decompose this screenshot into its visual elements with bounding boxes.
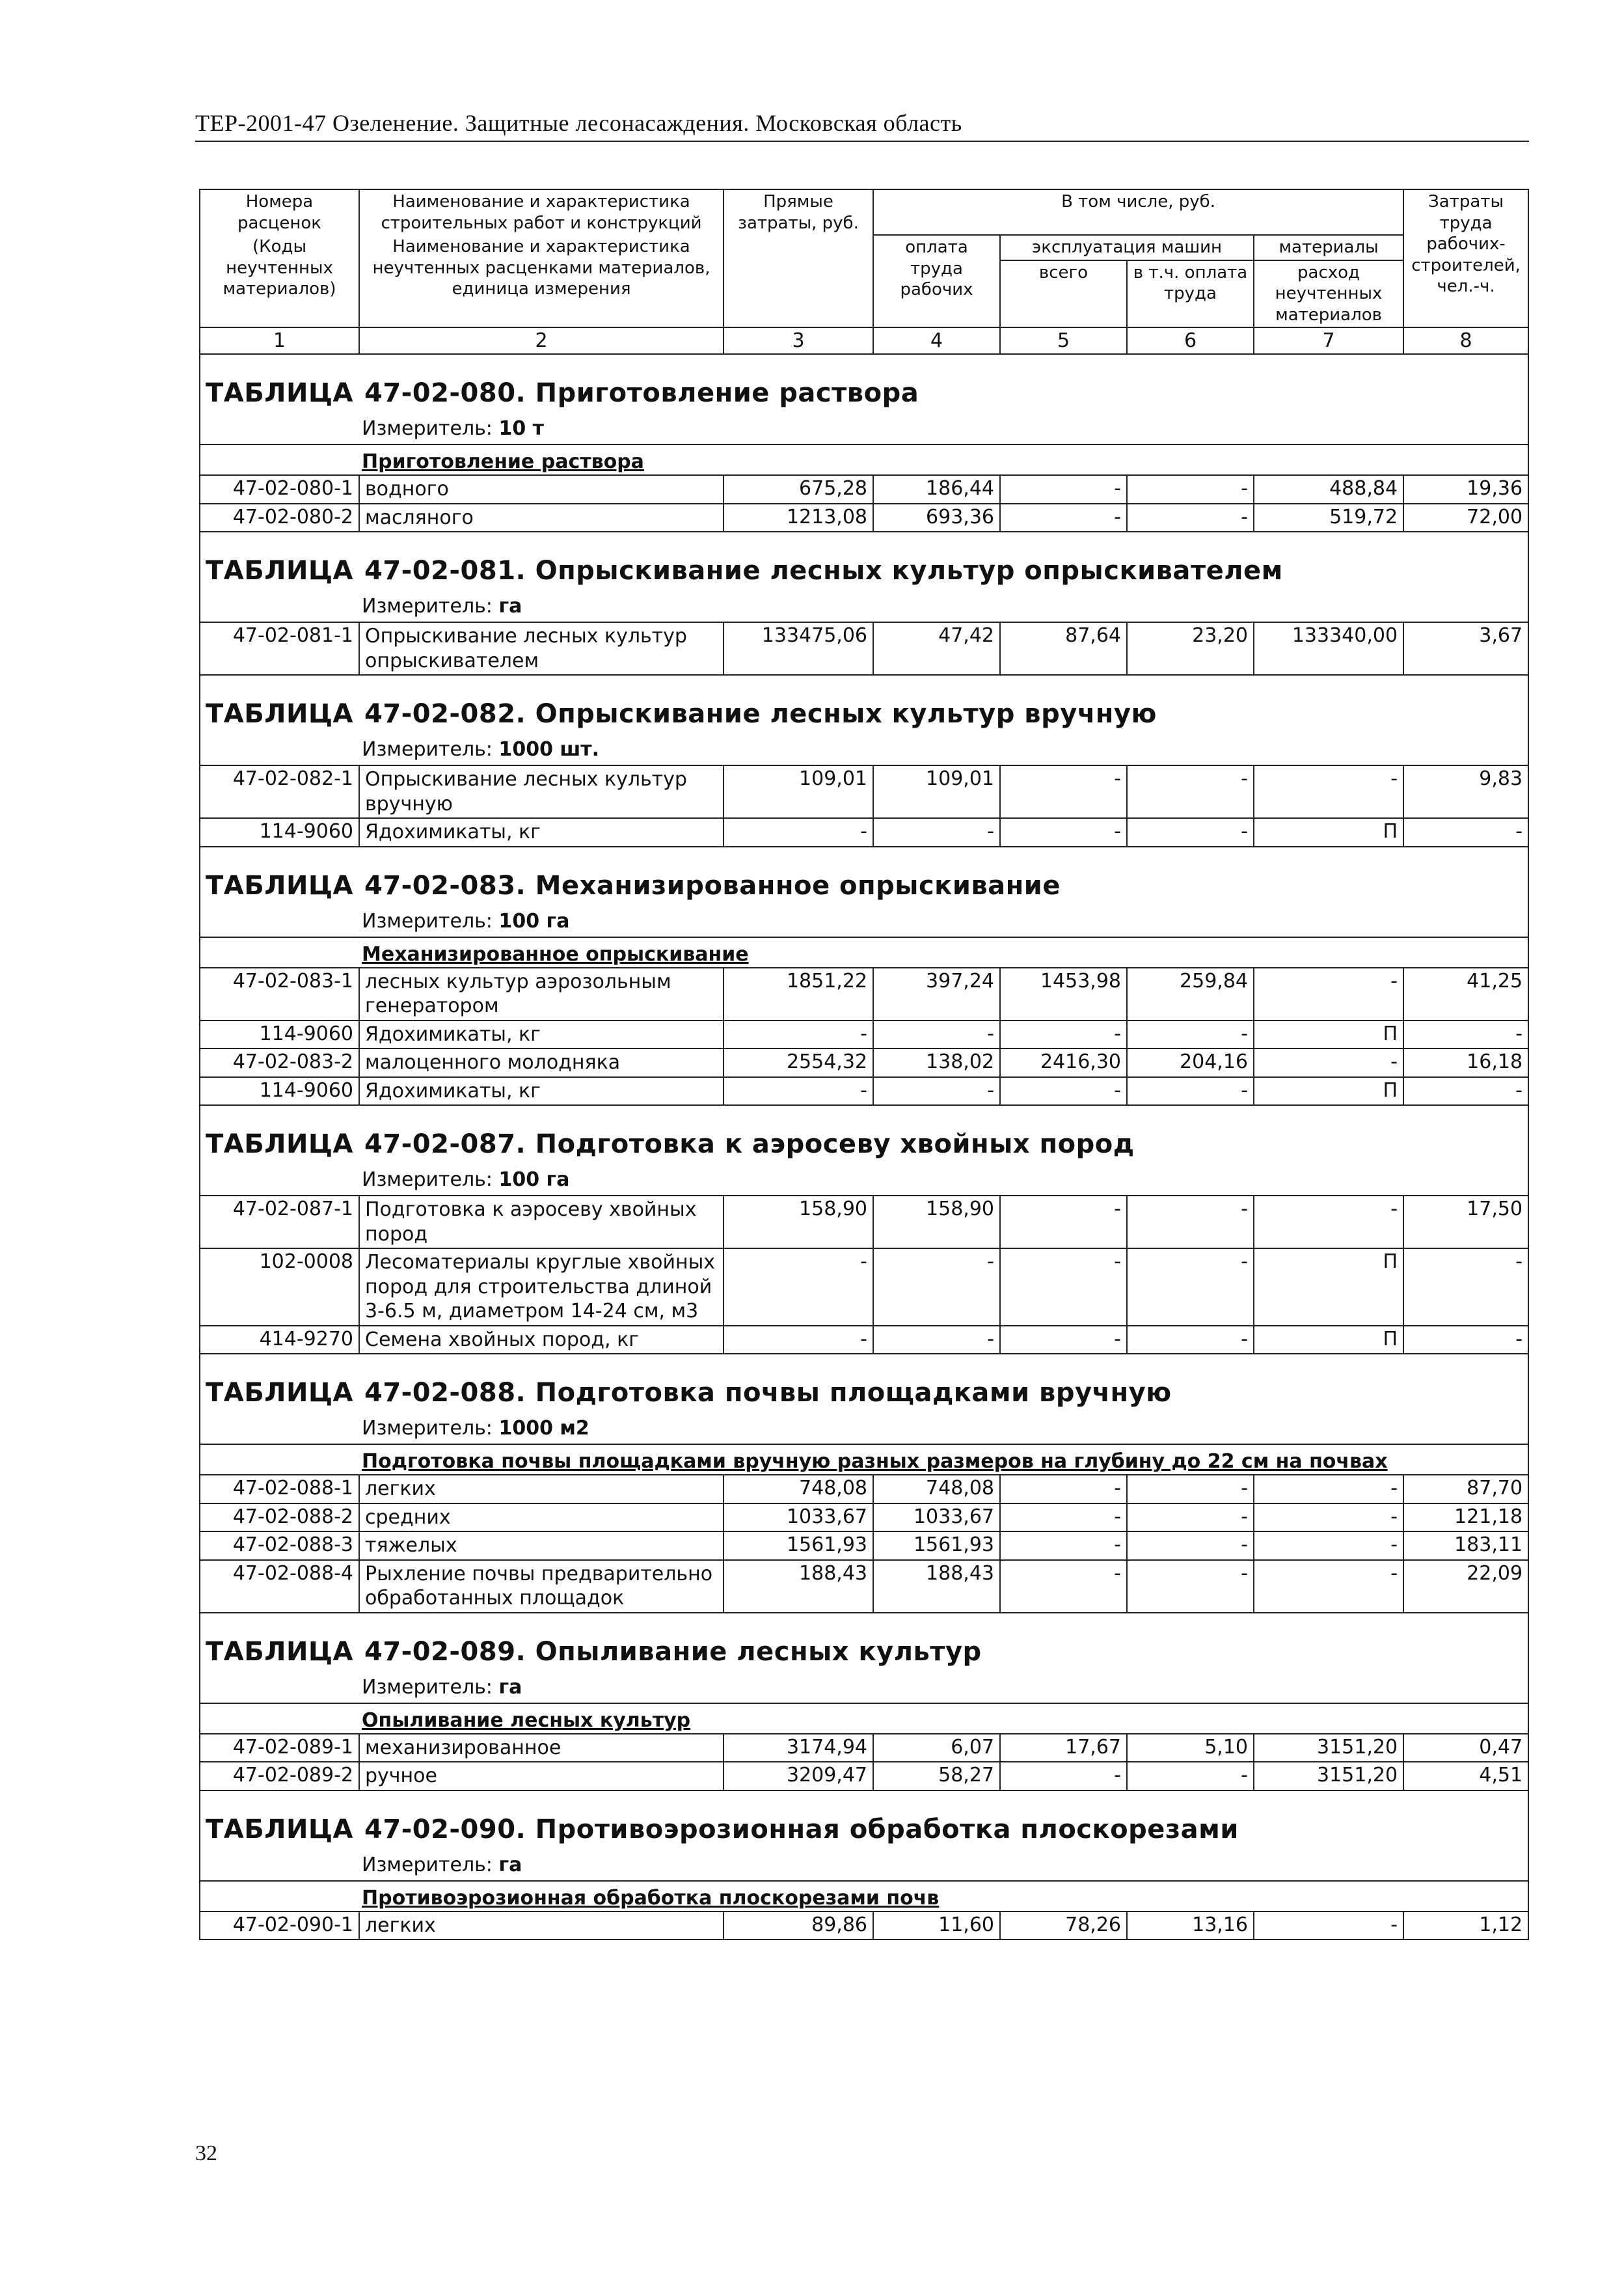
machines-total: - (1000, 1326, 1127, 1354)
measure-row (200, 1850, 1528, 1881)
rate-code: 47-02-081-1 (200, 622, 359, 675)
machines-total: - (1000, 1762, 1127, 1790)
materials: - (1254, 1531, 1403, 1560)
col-number: 3 (724, 327, 873, 354)
machines-pay: - (1127, 765, 1254, 818)
group-row (200, 937, 1528, 968)
direct-costs: 3174,94 (724, 1734, 873, 1762)
labor-costs: - (1403, 818, 1528, 847)
rate-code: 114-9060 (200, 1077, 359, 1106)
measure-value: 10 т (498, 417, 545, 440)
labor-costs: - (1403, 1021, 1528, 1049)
labor-costs: 41,25 (1403, 968, 1528, 1021)
section-title: 47-02-087. Подготовка к аэросеву хвойных пород (364, 1129, 1135, 1159)
header-codes: Номера расценок (200, 189, 359, 235)
table-row (200, 1475, 1528, 1503)
labor-costs: 16,18 (1403, 1049, 1528, 1077)
section-heading (200, 1613, 1528, 1672)
labor-costs: - (1403, 1248, 1528, 1326)
table-section-title (200, 532, 1528, 591)
labor-pay: 186,44 (873, 475, 1000, 504)
group-row (200, 445, 1528, 475)
labor-costs: 4,51 (1403, 1762, 1528, 1790)
machines-pay: - (1127, 504, 1254, 532)
measure-row (200, 591, 1528, 622)
rate-code: 47-02-089-1 (200, 1734, 359, 1762)
table-section-title (200, 354, 1528, 413)
machines-pay: - (1127, 1503, 1254, 1532)
header-incl: В том числе, руб. (873, 189, 1403, 235)
labor-costs: 19,36 (1403, 475, 1528, 504)
work-name: средних (359, 1503, 724, 1532)
table-row (200, 765, 1528, 818)
table-section-title (200, 1105, 1528, 1164)
measure-row (200, 734, 1528, 765)
rate-code: 114-9060 (200, 1021, 359, 1049)
measure-label: Измеритель: (362, 909, 493, 933)
machines-pay: - (1127, 818, 1254, 847)
measure-label: Измеритель: (362, 1168, 493, 1191)
section-title: 47-02-080. Приготовление раствора (364, 378, 919, 408)
col-number: 6 (1127, 327, 1254, 354)
col-number: 8 (1403, 327, 1528, 354)
work-name: Ядохимикаты, кг (359, 1021, 724, 1049)
direct-costs: 1561,93 (724, 1531, 873, 1560)
table-row (200, 1531, 1528, 1560)
labor-pay: 397,24 (873, 968, 1000, 1021)
work-name: Семена хвойных пород, кг (359, 1326, 724, 1354)
machines-pay: 23,20 (1127, 622, 1254, 675)
measure-row (200, 1164, 1528, 1196)
table-row (200, 622, 1528, 675)
table-row (200, 1326, 1528, 1354)
group-title: Подготовка почвы площадками вручную разных размеров на глубину до 22 см на почвах (200, 1444, 1528, 1475)
machines-pay: 5,10 (1127, 1734, 1254, 1762)
machines-total: 87,64 (1000, 622, 1127, 675)
measure-label: Измеритель: (362, 417, 493, 440)
labor-costs: 3,67 (1403, 622, 1528, 675)
labor-costs: - (1403, 1326, 1528, 1354)
header-machines: эксплуатация машин (1000, 235, 1254, 260)
machines-pay: - (1127, 475, 1254, 504)
group-row (200, 1703, 1528, 1734)
materials: П (1254, 1021, 1403, 1049)
table-section-title (200, 847, 1528, 906)
col-number: 1 (200, 327, 359, 354)
section-heading (200, 1354, 1528, 1413)
materials: - (1254, 968, 1403, 1021)
section-heading (200, 532, 1528, 591)
machines-pay: - (1127, 1475, 1254, 1503)
materials: 3151,20 (1254, 1762, 1403, 1790)
header-machines-total: всего (1000, 260, 1127, 328)
labor-pay: 158,90 (873, 1196, 1000, 1248)
section-title: 47-02-090. Противоэрозионная обработка плоскорезами (364, 1814, 1239, 1844)
work-name: Ядохимикаты, кг (359, 1077, 724, 1106)
section-word: ТАБЛИЦА (206, 1129, 353, 1159)
labor-pay: 11,60 (873, 1912, 1000, 1940)
direct-costs: 133475,06 (724, 622, 873, 675)
direct-costs: - (724, 1248, 873, 1326)
materials: - (1254, 1049, 1403, 1077)
machines-total: - (1000, 765, 1127, 818)
table-row (200, 1560, 1528, 1613)
direct-costs: - (724, 1326, 873, 1354)
work-name: масляного (359, 504, 724, 532)
machines-pay: - (1127, 1077, 1254, 1106)
measure-label: Измеритель: (362, 1853, 493, 1876)
machines-total: - (1000, 1560, 1127, 1613)
measure-row (200, 1672, 1528, 1703)
measure-row (200, 906, 1528, 937)
direct-costs: 158,90 (724, 1196, 873, 1248)
direct-costs: - (724, 1021, 873, 1049)
work-name: водного (359, 475, 724, 504)
work-name: механизированное (359, 1734, 724, 1762)
rate-code: 47-02-087-1 (200, 1196, 359, 1248)
materials: П (1254, 1077, 1403, 1106)
machines-total: 1453,98 (1000, 968, 1127, 1021)
measure-cell (200, 591, 1528, 622)
section-title: 47-02-081. Опрыскивание лесных культур опрыскивателем (364, 556, 1283, 586)
materials: - (1254, 1912, 1403, 1940)
rate-code: 47-02-082-1 (200, 765, 359, 818)
labor-costs: 87,70 (1403, 1475, 1528, 1503)
materials: - (1254, 1560, 1403, 1613)
table-section-title (200, 1790, 1528, 1850)
rate-code: 47-02-088-4 (200, 1560, 359, 1613)
col-number: 5 (1000, 327, 1127, 354)
measure-value: 1000 шт. (498, 738, 600, 761)
group-title: Противоэрозионная обработка плоскорезами почв (200, 1881, 1528, 1912)
materials: - (1254, 765, 1403, 818)
table-body (200, 354, 1528, 1939)
machines-pay: - (1127, 1248, 1254, 1326)
machines-pay: - (1127, 1560, 1254, 1613)
labor-pay: 1561,93 (873, 1531, 1000, 1560)
direct-costs: 188,43 (724, 1560, 873, 1613)
table-row (200, 475, 1528, 504)
work-name: малоценного молодняка (359, 1049, 724, 1077)
work-name: Опрыскивание лесных культур вручную (359, 765, 724, 818)
work-name: легких (359, 1912, 724, 1940)
machines-total: - (1000, 1503, 1127, 1532)
work-name: Ядохимикаты, кг (359, 818, 724, 847)
table-row (200, 1734, 1528, 1762)
section-heading (200, 354, 1528, 413)
measure-value: 100 га (498, 909, 570, 933)
header-rule (195, 141, 1529, 142)
materials: 488,84 (1254, 475, 1403, 504)
machines-pay: - (1127, 1762, 1254, 1790)
table-row (200, 504, 1528, 532)
labor-pay: 748,08 (873, 1475, 1000, 1503)
header-materials-unaccounted: расход неучтенных материалов (1254, 260, 1403, 328)
direct-costs: 748,08 (724, 1475, 873, 1503)
materials: П (1254, 1248, 1403, 1326)
measure-value: га (498, 1853, 522, 1876)
direct-costs: 1851,22 (724, 968, 873, 1021)
rate-code: 114-9060 (200, 818, 359, 847)
machines-pay: 204,16 (1127, 1049, 1254, 1077)
labor-pay: - (873, 1248, 1000, 1326)
direct-costs: - (724, 1077, 873, 1106)
rate-code: 47-02-089-2 (200, 1762, 359, 1790)
machines-total: - (1000, 818, 1127, 847)
materials: 3151,20 (1254, 1734, 1403, 1762)
measure-label: Измеритель: (362, 738, 493, 761)
labor-pay: 693,36 (873, 504, 1000, 532)
section-title: 47-02-089. Опыливание лесных культур (364, 1636, 982, 1667)
work-name: тяжелых (359, 1531, 724, 1560)
measure-cell (200, 906, 1528, 937)
measure-row (200, 1413, 1528, 1444)
rate-code: 47-02-090-1 (200, 1912, 359, 1940)
labor-pay: - (873, 1021, 1000, 1049)
section-heading (200, 675, 1528, 734)
labor-pay: 109,01 (873, 765, 1000, 818)
header-names: Наименование и характеристика строительных работ и конструкций (359, 189, 724, 235)
labor-pay: 6,07 (873, 1734, 1000, 1762)
materials: - (1254, 1475, 1403, 1503)
rate-code: 414-9270 (200, 1326, 359, 1354)
machines-total: - (1000, 475, 1127, 504)
measure-value: га (498, 1675, 522, 1699)
table-row (200, 1196, 1528, 1248)
section-heading (200, 847, 1528, 906)
measure-value: га (498, 595, 522, 618)
group-title: Механизированное опрыскивание (200, 937, 1528, 968)
measure-cell (200, 1672, 1528, 1703)
col-number: 2 (359, 327, 724, 354)
machines-total: - (1000, 1248, 1127, 1326)
group-row (200, 1881, 1528, 1912)
section-word: ТАБЛИЦА (206, 1378, 353, 1408)
materials: П (1254, 818, 1403, 847)
machines-total: - (1000, 504, 1127, 532)
measure-label: Измеритель: (362, 595, 493, 618)
work-name: Лесоматериалы круглые хвойных пород для строительства длиной 3-6.5 м, диаметром 14-24 см, м3 (359, 1248, 724, 1326)
labor-costs: - (1403, 1077, 1528, 1106)
rate-code: 47-02-080-1 (200, 475, 359, 504)
work-name: Подготовка к аэросеву хвойных пород (359, 1196, 724, 1248)
table-row (200, 1503, 1528, 1532)
section-heading (200, 1105, 1528, 1164)
work-name: легких (359, 1475, 724, 1503)
machines-total: 17,67 (1000, 1734, 1127, 1762)
labor-pay: 47,42 (873, 622, 1000, 675)
machines-pay: - (1127, 1326, 1254, 1354)
labor-pay: - (873, 818, 1000, 847)
table-row (200, 1021, 1528, 1049)
measure-value: 100 га (498, 1168, 570, 1191)
rate-code: 47-02-088-1 (200, 1475, 359, 1503)
section-title: 47-02-083. Механизированное опрыскивание (364, 870, 1061, 901)
measure-value: 1000 м2 (498, 1417, 589, 1440)
labor-costs: 17,50 (1403, 1196, 1528, 1248)
table-row (200, 818, 1528, 847)
direct-costs: 89,86 (724, 1912, 873, 1940)
section-word: ТАБЛИЦА (206, 699, 353, 729)
group-row (200, 1444, 1528, 1475)
table-row (200, 1912, 1528, 1940)
measure-label: Измеритель: (362, 1675, 493, 1699)
table-row (200, 1762, 1528, 1790)
direct-costs: 3209,47 (724, 1762, 873, 1790)
labor-costs: 22,09 (1403, 1560, 1528, 1613)
page-number: 32 (195, 2141, 217, 2165)
materials: - (1254, 1503, 1403, 1532)
machines-total: - (1000, 1077, 1127, 1106)
labor-costs: 183,11 (1403, 1531, 1528, 1560)
rate-code: 47-02-083-2 (200, 1049, 359, 1077)
header-materials: материалы (1254, 235, 1403, 260)
materials: 133340,00 (1254, 622, 1403, 675)
machines-total: 78,26 (1000, 1912, 1127, 1940)
work-name: Рыхление почвы предварительно обработанных площадок (359, 1560, 724, 1613)
machines-total: - (1000, 1531, 1127, 1560)
machines-pay: - (1127, 1021, 1254, 1049)
labor-costs: 121,18 (1403, 1503, 1528, 1532)
section-word: ТАБЛИЦА (206, 1636, 353, 1667)
header-machines-pay: в т.ч. оплата труда (1127, 260, 1254, 328)
table-row (200, 968, 1528, 1021)
measure-label: Измеритель: (362, 1417, 493, 1440)
machines-pay: - (1127, 1531, 1254, 1560)
header-direct-costs: Прямые затраты, руб. (724, 189, 873, 327)
labor-pay: 58,27 (873, 1762, 1000, 1790)
work-name: ручное (359, 1762, 724, 1790)
machines-pay: 13,16 (1127, 1912, 1254, 1940)
direct-costs: 109,01 (724, 765, 873, 818)
running-head: ТЕР-2001-47 Озеленение. Защитные лесонасаждения. Московская область (195, 110, 962, 136)
work-name: лесных культур аэрозольным генератором (359, 968, 724, 1021)
measure-cell (200, 1413, 1528, 1444)
direct-costs: 1213,08 (724, 504, 873, 532)
header-labor-costs: Затраты труда рабочих-строителей, чел.-ч. (1403, 189, 1528, 327)
materials: П (1254, 1326, 1403, 1354)
direct-costs: 2554,32 (724, 1049, 873, 1077)
section-word: ТАБЛИЦА (206, 1814, 353, 1844)
section-heading (200, 1790, 1528, 1850)
table-section-title (200, 675, 1528, 734)
direct-costs: - (724, 818, 873, 847)
header-codes-sub: (Коды неучтенных материалов) (200, 235, 359, 327)
measure-row (200, 413, 1528, 445)
machines-total: - (1000, 1021, 1127, 1049)
rate-code: 47-02-088-3 (200, 1531, 359, 1560)
section-word: ТАБЛИЦА (206, 378, 353, 408)
section-title: 47-02-088. Подготовка почвы площадками вручную (364, 1378, 1172, 1408)
materials: - (1254, 1196, 1403, 1248)
rate-code: 102-0008 (200, 1248, 359, 1326)
table-section-title (200, 1354, 1528, 1413)
section-word: ТАБЛИЦА (206, 556, 353, 586)
labor-pay: 188,43 (873, 1560, 1000, 1613)
labor-costs: 0,47 (1403, 1734, 1528, 1762)
materials: 519,72 (1254, 504, 1403, 532)
direct-costs: 1033,67 (724, 1503, 873, 1532)
machines-total: 2416,30 (1000, 1049, 1127, 1077)
col-number: 4 (873, 327, 1000, 354)
group-title: Приготовление раствора (200, 445, 1528, 475)
group-title: Опыливание лесных культур (200, 1703, 1528, 1734)
header-labor-pay: оплата труда рабочих (873, 235, 1000, 327)
work-name: Опрыскивание лесных культур опрыскивателем (359, 622, 724, 675)
direct-costs: 675,28 (724, 475, 873, 504)
table-row (200, 1077, 1528, 1106)
machines-pay: 259,84 (1127, 968, 1254, 1021)
price-table (199, 189, 1529, 1940)
labor-pay: - (873, 1326, 1000, 1354)
rate-code: 47-02-083-1 (200, 968, 359, 1021)
table-row (200, 1049, 1528, 1077)
labor-costs: 1,12 (1403, 1912, 1528, 1940)
machines-total: - (1000, 1475, 1127, 1503)
section-title: 47-02-082. Опрыскивание лесных культур вручную (364, 699, 1157, 729)
section-word: ТАБЛИЦА (206, 870, 353, 901)
table-section-title (200, 1613, 1528, 1672)
table-row (200, 1248, 1528, 1326)
machines-pay: - (1127, 1196, 1254, 1248)
header-names-sub: Наименование и характеристика неучтенных расценками материалов, единица измерения (359, 235, 724, 327)
labor-costs: 72,00 (1403, 504, 1528, 532)
measure-cell (200, 413, 1528, 445)
rate-code: 47-02-080-2 (200, 504, 359, 532)
measure-cell (200, 1164, 1528, 1196)
measure-cell (200, 734, 1528, 765)
labor-pay: 138,02 (873, 1049, 1000, 1077)
rate-code: 47-02-088-2 (200, 1503, 359, 1532)
machines-total: - (1000, 1196, 1127, 1248)
labor-pay: 1033,67 (873, 1503, 1000, 1532)
measure-cell (200, 1850, 1528, 1881)
col-number: 7 (1254, 327, 1403, 354)
labor-pay: - (873, 1077, 1000, 1106)
labor-costs: 9,83 (1403, 765, 1528, 818)
